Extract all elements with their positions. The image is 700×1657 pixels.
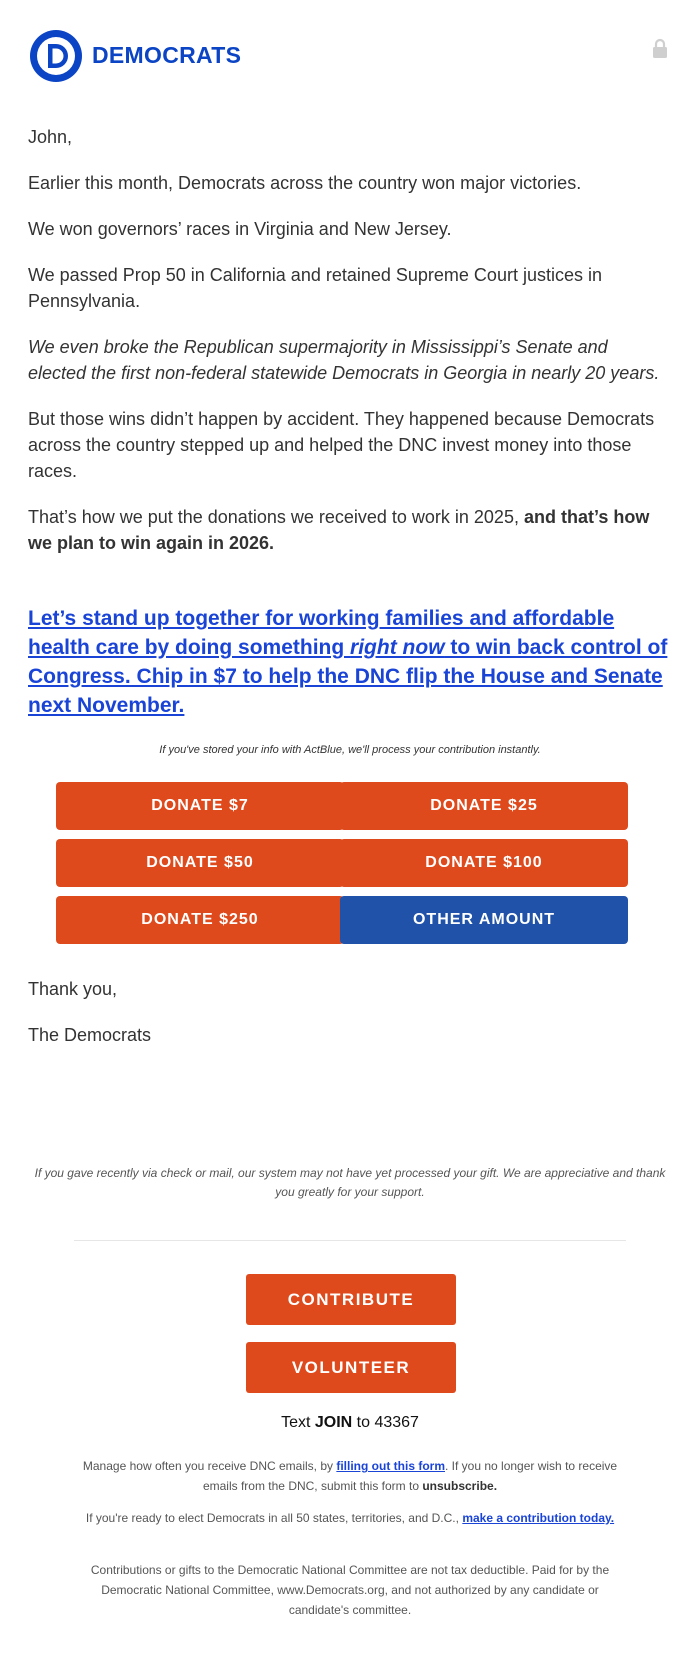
cta-text-part1: Let’s stand up together for working families and affordable health care by doing something <box>28 607 615 659</box>
donate-25-button[interactable]: DONATE $25 <box>340 782 628 830</box>
paragraph-not-accident: But those wins didn’t happen by accident. They happened because Democrats across the country stepped up and helped the DNC invest money into those races. <box>28 409 655 481</box>
donate-250-button[interactable]: DONATE $250 <box>56 896 344 944</box>
paragraph-prop50: We passed Prop 50 in California and retained Supreme Court justices in Pennsylvania. <box>28 265 602 311</box>
plan-bold-text: and that’s how we plan to win again in 2026. <box>28 507 650 553</box>
actblue-note: If you've stored your info with ActBlue, we'll process your contribution instantly. <box>159 744 541 756</box>
email-body <box>28 124 668 576</box>
text-prefix: Text <box>281 1414 315 1431</box>
divider <box>74 1240 626 1241</box>
unsubscribe-text: unsubscribe. <box>422 1479 498 1493</box>
make-contribution-link[interactable]: make a contribution today. <box>462 1511 615 1525</box>
paragraph-victories: Earlier this month, Democrats across the country won major victories. <box>28 173 582 193</box>
manage-mid: . If you no longer wish to receive emails from the DNC, submit this form to <box>202 1459 618 1493</box>
other-amount-button[interactable]: OTHER AMOUNT <box>340 896 628 944</box>
paragraph-supermajority: We even broke the Republican supermajority in Mississippi’s Senate and elected the first non-federal statewide Democrats in Georgia in nearly 20 years. <box>28 337 660 383</box>
cta-text-emphasis: right now <box>350 636 445 659</box>
donate-50-button[interactable]: DONATE $50 <box>56 839 344 887</box>
text-suffix: to 43367 <box>352 1414 419 1431</box>
elect-pre: If you're ready to elect Democrats in all 50 states, territories, and D.C., <box>85 1511 463 1525</box>
contribute-button[interactable]: CONTRIBUTE <box>246 1274 456 1325</box>
manage-pre: Manage how often you receive DNC emails, by <box>82 1459 337 1473</box>
text-join-line <box>0 1414 700 1432</box>
plan-text: That’s how we put the donations we received to work in 2025, <box>28 507 519 527</box>
signature: The Democrats <box>28 1025 152 1045</box>
paragraph-governors: We won governors’ races in Virginia and New Jersey. <box>28 219 452 239</box>
greeting: John, <box>28 127 73 147</box>
paragraph-plan <box>28 504 668 556</box>
elect-democrats-text <box>70 1508 630 1528</box>
chip-in-link[interactable] <box>28 604 673 720</box>
donate-100-button[interactable]: DONATE $100 <box>340 839 628 887</box>
legal-disclaimer: Contributions or gifts to the Democratic National Committee are not tax deductible. Paid for by the Democratic National Committee, www.Democrats.org, and not authorized by any candidate or candidate's committee. <box>90 1563 610 1617</box>
volunteer-button[interactable]: VOLUNTEER <box>246 1342 456 1393</box>
check-mail-notice: If you gave recently via check or mail, our system may not have yet processed your gift. We are appreciative and thank you greatly for your support. <box>34 1166 666 1199</box>
democrats-logo-icon[interactable] <box>28 28 84 84</box>
cta-text-part2: to win back control of Congress. Chip in $7 to help the DNC flip the House and Senate next November. <box>28 636 668 717</box>
thank-you-text: Thank you, <box>28 979 118 999</box>
donate-7-button[interactable]: DONATE $7 <box>56 782 344 830</box>
signoff <box>28 976 151 1068</box>
manage-form-link[interactable]: filling out this form <box>336 1459 445 1473</box>
logo-wordmark[interactable]: DEMOCRATS <box>92 42 242 68</box>
text-keyword: JOIN <box>314 1414 353 1431</box>
manage-emails-text <box>70 1456 630 1496</box>
lock-icon <box>652 38 668 58</box>
header <box>28 28 668 84</box>
